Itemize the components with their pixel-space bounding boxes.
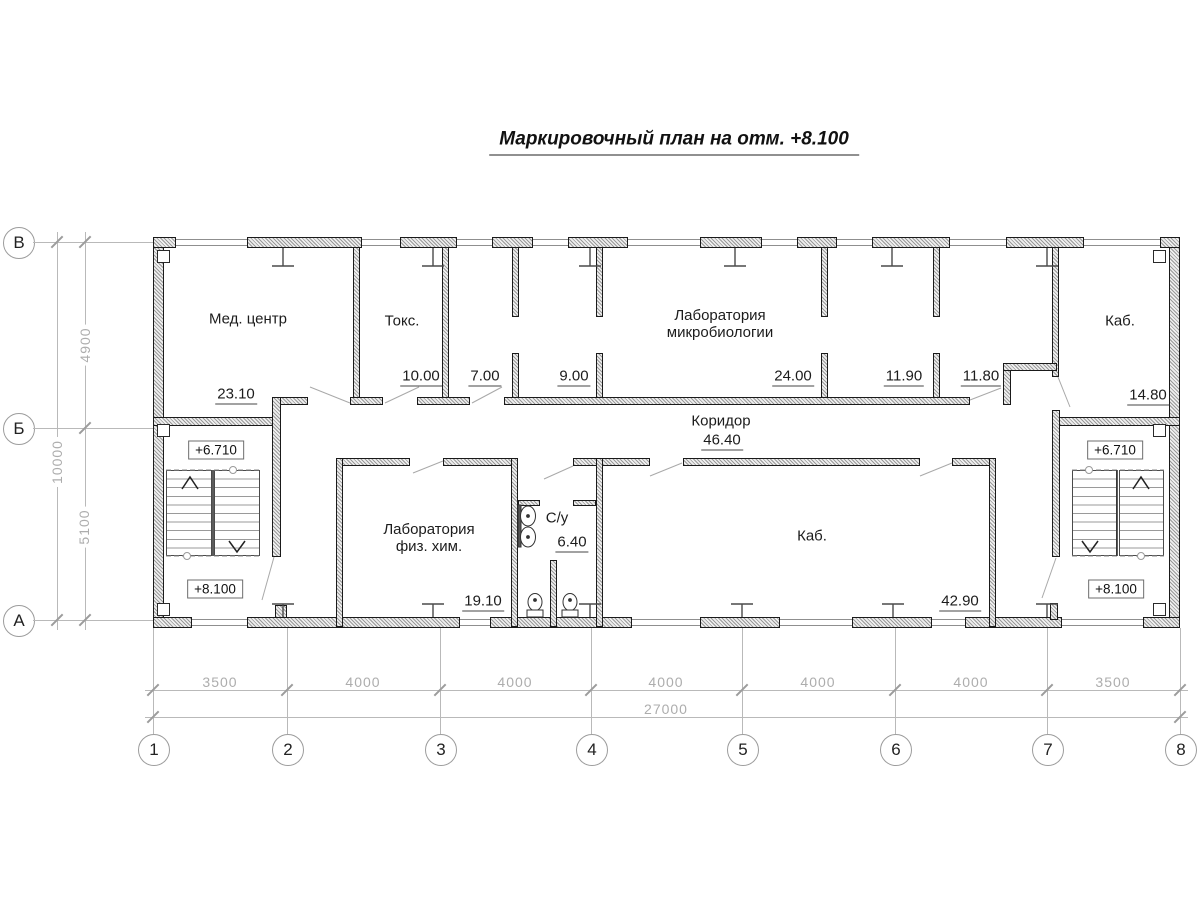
room-area-fiz-lab: 19.10 xyxy=(464,592,502,610)
room-area-micro-lab: 24.00 xyxy=(774,367,812,385)
grid-line-6 xyxy=(895,628,896,734)
grid-bubble-8: 8 xyxy=(1165,734,1197,766)
wall-segment xyxy=(1143,617,1180,628)
wall-partition xyxy=(511,458,518,627)
dim-line-horizontal-total xyxy=(145,717,1188,718)
grid-bubble-5: 5 xyxy=(727,734,759,766)
wall-corridor xyxy=(336,458,410,466)
dim-label-6-7: 4000 xyxy=(950,674,991,690)
room-label-su: С/у xyxy=(545,509,569,527)
stair-flight xyxy=(1072,470,1117,556)
wall-segment xyxy=(1006,237,1084,248)
wall-partition xyxy=(518,500,540,506)
wall-partition xyxy=(821,353,828,398)
room-area-med-center: 23.10 xyxy=(217,385,255,403)
wall-stair-left xyxy=(153,417,281,426)
wall-segment xyxy=(965,617,1062,628)
wall-stair-right xyxy=(1052,410,1060,557)
wall-corridor xyxy=(350,397,383,405)
wall-partition xyxy=(1003,363,1057,371)
stair-flight xyxy=(166,470,212,556)
dim-label-total: 27000 xyxy=(641,701,691,717)
room-area-kab-main: 42.90 xyxy=(941,592,979,610)
wall-partition xyxy=(512,247,519,317)
wall-corridor xyxy=(683,458,920,466)
wall-corridor xyxy=(417,397,470,405)
dim-line-vertical-total xyxy=(57,232,58,630)
stair-flight xyxy=(1119,470,1164,556)
wall-segment xyxy=(247,237,362,248)
dim-label-3-4: 4000 xyxy=(494,674,535,690)
wall-corridor xyxy=(443,458,518,466)
room-label-med-center: Мед. центр xyxy=(208,310,288,328)
room-label-fiz-lab: Лаборатория физ. хим. xyxy=(383,521,475,555)
grid-bubble-2: 2 xyxy=(272,734,304,766)
stair-flight xyxy=(214,470,260,556)
room-area-9: 9.00 xyxy=(559,367,589,385)
room-area-su: 6.40 xyxy=(557,533,587,551)
dim-label-4900: 4900 xyxy=(77,324,93,365)
wall-stair-left xyxy=(272,397,281,557)
grid-bubble-4: 4 xyxy=(576,734,608,766)
axis-row-line xyxy=(33,242,153,243)
pilaster-square xyxy=(157,424,170,437)
dim-label-5100: 5100 xyxy=(76,506,92,547)
wall-segment xyxy=(852,617,932,628)
room-label-corridor: Коридор xyxy=(691,412,751,430)
wall-stair-right xyxy=(1050,603,1058,620)
wall-toilet-divider xyxy=(550,560,557,627)
door-swing-lines xyxy=(262,377,1070,600)
wall-partition xyxy=(596,353,603,398)
wall-partition xyxy=(821,247,828,317)
room-label-kab-main: Каб. xyxy=(797,527,827,545)
dim-label-1-2: 3500 xyxy=(199,674,240,690)
wall-partition xyxy=(989,458,996,627)
room-area-1190: 11.90 xyxy=(885,367,923,385)
sink-icon xyxy=(518,505,536,547)
elevation-badge-right-lower: +8.100 xyxy=(1088,580,1144,599)
dim-label-5-6: 4000 xyxy=(797,674,838,690)
plan-title: Маркировочный план на отм. +8.100 xyxy=(489,127,859,156)
grid-bubble-7: 7 xyxy=(1032,734,1064,766)
wall-segment xyxy=(153,617,192,628)
column-mark-icons xyxy=(272,248,1058,617)
elevation-badge-left-lower: +8.100 xyxy=(187,580,243,599)
pilaster-square xyxy=(1153,603,1166,616)
elevation-badge-left-upper: +6.710 xyxy=(188,441,244,460)
wall-partition xyxy=(933,247,940,317)
wall-partition xyxy=(512,353,519,398)
wall-partition xyxy=(442,247,449,398)
wall-corridor xyxy=(573,458,650,466)
grid-line-5 xyxy=(742,628,743,734)
wall-segment xyxy=(797,237,837,248)
room-label-toks: Токс. xyxy=(384,312,420,330)
wall-partition xyxy=(336,458,343,627)
grid-line-3 xyxy=(440,628,441,734)
grid-bubble-1: 1 xyxy=(138,734,170,766)
wall-segment xyxy=(700,237,762,248)
pilaster-square xyxy=(1153,250,1166,263)
wall-partition xyxy=(1052,247,1059,377)
axis-row-line xyxy=(33,620,153,621)
axis-row-line xyxy=(33,428,153,429)
wall-partition xyxy=(353,247,360,398)
pilaster-square xyxy=(157,250,170,263)
pilaster-square xyxy=(157,603,170,616)
wall-segment xyxy=(153,237,176,248)
axis-row-bubble-v: В xyxy=(3,227,35,259)
wall-partition xyxy=(596,247,603,317)
wall-exterior-right xyxy=(1169,237,1180,628)
dim-label-2-3: 4000 xyxy=(342,674,383,690)
room-area-corridor: 46.40 xyxy=(703,431,741,449)
dim-line-horizontal-segments xyxy=(145,690,1188,691)
pilaster-square xyxy=(1153,424,1166,437)
wall-corridor xyxy=(504,397,970,405)
grid-line-4 xyxy=(591,628,592,734)
wall-partition xyxy=(933,353,940,398)
dim-label-7-8: 3500 xyxy=(1092,674,1133,690)
axis-row-bubble-b: Б xyxy=(3,413,35,445)
wall-jamb xyxy=(275,605,287,618)
wall-segment xyxy=(247,617,460,628)
axis-row-bubble-a: А xyxy=(3,605,35,637)
room-area-1180: 11.80 xyxy=(962,367,1000,385)
room-label-micro-lab: Лаборатория микробиологии xyxy=(666,307,774,341)
dim-label-10000: 10000 xyxy=(49,437,65,487)
room-label-kab-top: Каб. xyxy=(1105,312,1135,330)
dim-line-vertical-segments xyxy=(85,232,86,630)
grid-bubble-3: 3 xyxy=(425,734,457,766)
grid-line-2 xyxy=(287,628,288,734)
room-area-kab-top: 14.80 xyxy=(1129,386,1167,404)
room-area-7: 7.00 xyxy=(470,367,500,385)
dim-label-4-5: 4000 xyxy=(645,674,686,690)
wall-partition xyxy=(596,458,603,627)
room-area-toks: 10.00 xyxy=(402,367,440,385)
wall-partition xyxy=(573,500,596,506)
grid-line-7 xyxy=(1047,628,1048,734)
grid-bubble-6: 6 xyxy=(880,734,912,766)
wall-segment xyxy=(700,617,780,628)
wall-segment xyxy=(1160,237,1180,248)
elevation-badge-right-upper: +6.710 xyxy=(1087,441,1143,460)
